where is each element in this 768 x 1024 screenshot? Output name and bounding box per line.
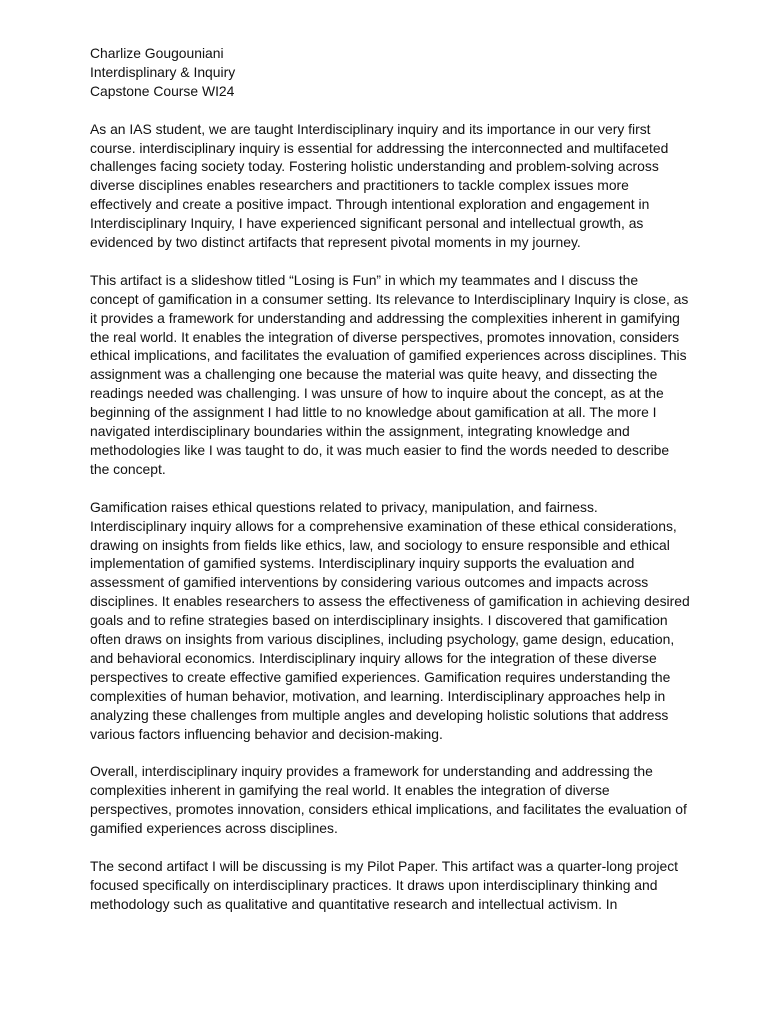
paragraph-artifact-two: The second artifact I will be discussing is my Pilot Paper. This artifact was a quarter-long project focused specifically on interdisciplinary practices. It draws upon interdisciplinary thinking and methodology such as qualitative and quantitative research and intellectual activism. In: [90, 857, 679, 912]
paragraph-artifact-one: This artifact is a slideshow titled “Losing is Fun” in which my teammates and I discuss the concept of gamification in a consumer setting. Its relevance to Interdisciplinary Inquiry is close, as it provides a framework for understanding and addressing the complexities inherent in gamifying the real world. It enables the integration of diverse perspectives, promotes innovation, considers ethical implications, and facilitates the evaluation of gamified experiences across disciplines. This assignment was a challenging one because the material was quite heavy, and dissecting the readings needed was challenging. I was unsure of how to inquire about the concept, as at the beginning of the assignment I had little to no knowledge about gamification at all. The more I navigated interdisciplinary boundaries within the assignment, integrating knowledge and methodologies like I was taught to do, it was much easier to find the words needed to describe the concept.: [90, 271, 689, 477]
course-name: Capstone Course WI24: [90, 82, 235, 99]
paragraph-intro: As an IAS student, we are taught Interdisciplinary inquiry and its importance in our very first course. interdisciplinary inquiry is essential for addressing the interconnected and multifaceted challenges facing society today. Fostering holistic understanding and problem-solving across diverse disciplines enables researchers and practitioners to tackle complex issues more effectively and create a positive impact. Through intentional exploration and engagement in Interdisciplinary Inquiry, I have experienced significant personal and intellectual growth, as evidenced by two distinct artifacts that represent pivotal moments in my journey.: [90, 120, 669, 251]
paragraph-overall: Overall, interdisciplinary inquiry provides a framework for understanding and addressing the complexities inherent in gamifying the real world. It enables the integration of diverse perspectives, promotes innovation, considers ethical implications, and facilitates the evaluation of gamified experiences across disciplines.: [90, 763, 687, 837]
paragraph-ethics: Gamification raises ethical questions related to privacy, manipulation, and fairness. Interdisciplinary inquiry allows for a comprehensive examination of these ethical considerations, drawing on insights from fields like ethics, law, and sociology to ensure responsible and ethical implementation of gamified systems. Interdisciplinary inquiry supports the evaluation and assessment of gamified interventions by considering various outcomes and impacts across disciplines. It enables researchers to assess the effectiveness of gamification in achieving desired goals and to refine strategies based on interdisciplinary insights. I discovered that gamification often draws on insights from various disciplines, including psychology, game design, education, and behavioral economics. Interdisciplinary inquiry allows for the integration of these diverse perspectives to create effective gamified experiences. Gamification requires understanding the complexities of human behavior, motivation, and learning. Interdisciplinary approaches help in analyzing these challenges from multiple angles and developing holistic solutions that address various factors influencing behavior and decision-making.: [90, 498, 690, 742]
author-name: Charlize Gougouniani: [90, 45, 224, 61]
document-body: [90, 44, 690, 933]
document-header: [90, 44, 690, 101]
program-name: Interdisplinary & Inquiry: [90, 63, 236, 80]
